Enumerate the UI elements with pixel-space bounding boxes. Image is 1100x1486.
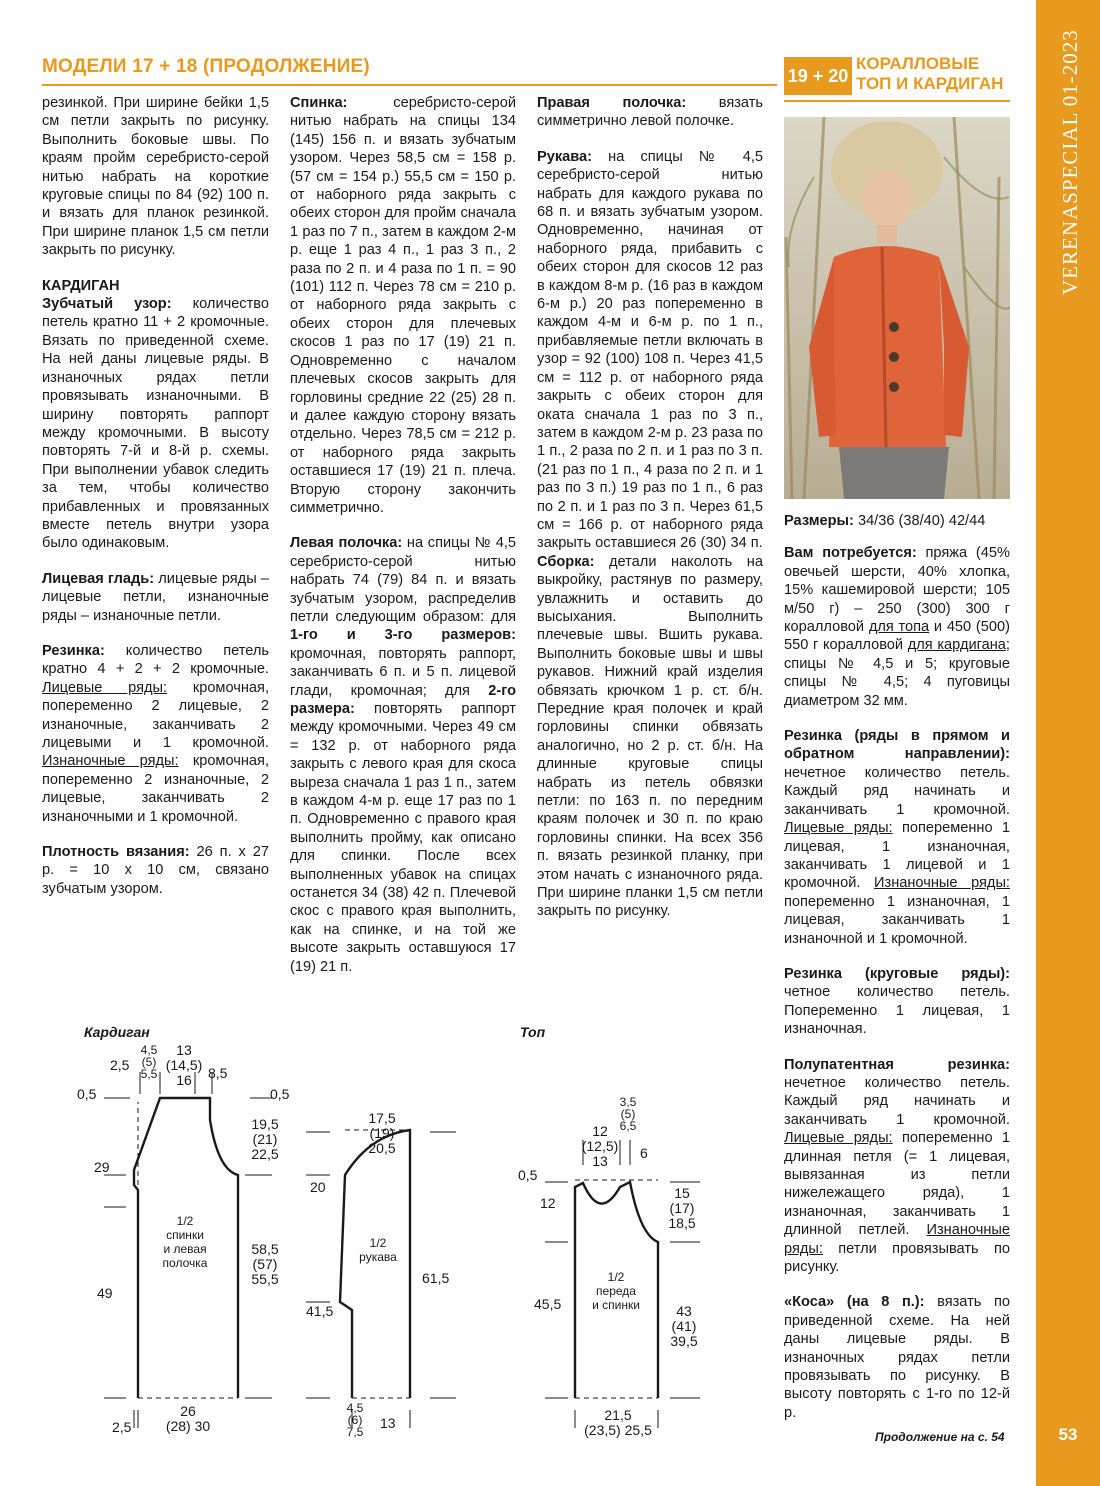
continued-note: Продолжение на с. 54 — [875, 1430, 1005, 1444]
paragraph-sleeves: Рукава: на спицы № 4,5 серебристо-серой нитью набрать для каждого рукава по 68 п. и вязать зубчатым узором. Одновременно, начиная от наборного ряда, прибавить с обеих сторон для скосов 12 раз в каждом 8-м р. (16 раз в каждом 6-м р.) 20 раз попеременно в каждом 4-м и 6-м р. по 1 п., прибавляемые петли включать в узор = 92 (100) 108 п. Через 41,5 см = 112 р. от наборного ряда закрыть с обеих сторон для оката сначала 1 раз по 3 п., затем в каждом 2-м р. 23 раза по 1 п., 2 раза по 2 п. и 1 раз по 3 п. (21 раз по 1 п., 4 раза по 2 п. и 1 раз по 3 п.) 19 раз по 1 п., 6 раз по 2 п. и 1 раз по 3 п. Через 61,5 см = 166 р. от наборного ряда закрыть оставшиеся 26 (30) 34 п. — [537, 148, 763, 552]
dim-label: 0,5 — [518, 1167, 538, 1183]
paragraph: резинкой. При ширине бейки 1,5 см петли закрыть по рисунку. Выполнить боковые швы. По краям пройм серебристо-серой нитью набрать на короткие круговые спицы по 84 (92) 100 п. и вязать для планок резинкой. При ширине планок 1,5 см петли закрыть по рисунку. — [42, 95, 269, 259]
dim-label: 29 — [94, 1159, 110, 1175]
dim-label: 15 (17) 18,5 — [668, 1185, 696, 1231]
dim-label: 13 — [380, 1415, 396, 1431]
text-column-1 — [42, 94, 269, 915]
model-title-line2: ТОП И КАРДИГАН — [856, 74, 1004, 93]
paragraph-cable: «Коса» (на 8 п.): вязать по приведенной схеме. На ней даны лицевые ряды. В изнаночных рядах петли провязывать по рисунку. В высоту повторять с 1-го по 12-й р. — [784, 1294, 1010, 1421]
dim-label: 2,5 — [110, 1057, 130, 1073]
dim-label: 19,5 (21) 22,5 — [251, 1116, 279, 1162]
dim-label: 12 (12,5) 13 — [581, 1123, 619, 1169]
model-photo-illustration — [784, 117, 1010, 499]
dim-label: 2,5 — [112, 1419, 132, 1435]
dim-label: 12 — [540, 1195, 556, 1211]
pattern-diagrams — [0, 1010, 1036, 1450]
pattern-label: Зубчатый узор: — [42, 296, 172, 313]
dim-label: 20 — [310, 1179, 326, 1195]
piece-label: 1/2 спинки и левая полочка — [162, 1214, 208, 1270]
paragraph-rib-round: Резинка (круговые ряды): четное количество петель. Попеременно 1 лицевая, 1 изнаночная. — [784, 965, 1010, 1038]
header-rule-right — [784, 100, 1010, 102]
dim-label: 45,5 — [534, 1296, 562, 1312]
model-title — [856, 54, 1026, 94]
diagram-title-cardigan: Кардиган — [84, 1024, 150, 1040]
dim-label: 41,5 — [306, 1303, 334, 1319]
section-heading: КАРДИГАН — [42, 277, 120, 294]
paragraph-half-fisherman: Полупатентная резинка: нечетное количество петель. Каждый ряд начинать и заканчивать 1 кромочной. Лицевые ряды: попеременно 1 длинная петля (= 1 лицевая, вывязанная из петли нижележащего ряда), 1 изнаночная, заканчивать 1 длинной петлей. Изнаночные ряды: петли провязывать по рисунку. — [784, 1056, 1011, 1276]
dim-label: 6 — [640, 1145, 648, 1161]
dim-label: 4,5 (6) 7,5 — [346, 1401, 364, 1439]
paragraph-back: Спинка: серебристо-серой нитью набрать на спицы 134 (145) 156 п. и вязать зубчатым узором. Через 58,5 см = 158 р. (57 см = 154 р.) 55,5 см = 150 р. от наборного ряда закрыть с обеих сторон для пройм сначала 1 раз по 7 п., затем в каждом 2-м р. еще 1 раз 4 п., 1 раз 3 п., 2 раза по 2 п. и 4 раза по 1 п. = 90 (101) 112 п. Через 78 см = 210 р. от наборного ряда закрыть с обеих сторон для плечевых скосов 1 раз по 17 (19) 21 п. Одновременно с началом плечевых скосов закрыть для горловины средние 22 (25) 28 п. и далее каждую сторону вязать отдельно. Через 78,5 см = 212 р. от наборного ряда закрыть оставшиеся 17 (19) 21 п. плеча. Вторую сторону закончить симметрично. — [290, 95, 516, 516]
paragraph-left-front: Левая полочка: на спицы № 4,5 серебристо-серой нитью набрать 74 (79) 84 п. и вязать зубчатым узором, распределив петли следующим образом: для 1-го и 3-го размеров: кромочная, повторять раппорт, заканчивать 6 п. и 5 п. лицевой глади, кромочная; для 2-го размера: повторять раппорт между кромочными. Через 49 см = 132 р. от наборного ряда закрыть с левого края для скоса выреза сначала 1 раз 1 п., затем в каждом 4-м р. еще 17 раз по 1 п. Одновременно с правого края выполнить пройму, как описано для спинки. После всех выполненных убавок на спицах останется 34 (38) 42 п. Плечевой скос с правого края выполнить, как на спинке, и на той же высоте закрыть оставшуюся 17 (19) 21 п. — [290, 535, 516, 975]
model-number-badge: 19 + 20 — [784, 57, 852, 95]
dim-label: 0,5 — [270, 1086, 290, 1102]
piece-label: 1/2 переда и спинки — [592, 1270, 640, 1312]
dim-label: 3,5 (5) 6,5 — [619, 1095, 637, 1133]
dim-label: 8,5 — [208, 1065, 228, 1081]
paragraph-stockinette: Лицевая гладь: лицевые ряды – лицевые петли, изнаночные ряды – изнаночные петли. — [42, 570, 269, 624]
text-column-2 — [290, 94, 516, 993]
paragraph-sizes: Размеры: 34/36 (38/40) 42/44 — [784, 513, 986, 529]
dim-label: 43 (41) 39,5 — [670, 1303, 698, 1349]
page-number: 53 — [1058, 1425, 1078, 1444]
dim-label: 21,5 (23,5) 25,5 — [584, 1407, 652, 1438]
dim-label: 13 (14,5) 16 — [165, 1042, 203, 1088]
dim-label: 4,5 (5) 5,5 — [140, 1043, 158, 1081]
dim-label: 61,5 — [422, 1270, 450, 1286]
paragraph-assembly: Сборка: детали наколоть на выкройку, растянув по размеру, увлажнить и оставить до высыхания. Выполнить плечевые швы. Вшить рукава. Выполнить боковые швы и швы рукавов. Нижний край изделия обвязать крючком 1 р. ст. б/н. Передние края полочек и край горловины спинки обвязать аналогично, но 2 р. ст. б/н. На длинные круговые спицы набрать из петель обвязки петли: по 163 п. по передним краям полочек и 30 п. по краю горловины спинки. На всех 356 п. вязать резинкой планку, при этом начать с изнаночного ряда. При ширине планки 1,5 см петли закрыть по рисунку. — [537, 553, 763, 920]
diagram-title-top: Топ — [520, 1024, 546, 1040]
dim-label: 58,5 (57) 55,5 — [251, 1241, 279, 1287]
dim-label: 26 (28) 30 — [165, 1403, 211, 1434]
magazine-brand: VERENASPECIAL 01-2023 — [1058, 29, 1082, 295]
dim-label: 17,5 (19) 20,5 — [368, 1110, 396, 1156]
model-title-line1: КОРАЛЛОВЫЕ — [856, 54, 980, 73]
paragraph-materials: Вам потребуется: пряжа (45% овечьей шерсти, 40% хлопка, 15% кашемировой шерсти; 105 м/50 г) – 250 (300) 300 г коралловой для топа и 450 (500) 550 г коралловой для кардигана; спицы № 4,5 и 5; круговые спицы № 4,5; 4 пуговицы диаметром 32 мм. — [784, 545, 1010, 709]
paragraph-gauge: Плотность вязания: 26 п. х 27 р. = 10 х 10 см, связано зубчатым узором. — [42, 844, 269, 897]
model-photo — [784, 117, 1010, 499]
header-rule — [42, 84, 777, 86]
sleeve-outline — [340, 1130, 410, 1398]
paragraph-rib: Резинка: количество петель кратно 4 + 2 + 2 кромочные. Лицевые ряды: кромочная, попеременно 2 лицевые, 2 изнаночные, заканчивать 2 лицевыми и 1 кромочной. Изнаночные ряды: кромочная, попеременно 2 изнаночные, 2 лицевые, заканчивать 2 изнаночными и 1 кромочной. — [42, 642, 269, 825]
piece-label: 1/2 рукава — [359, 1236, 397, 1264]
paragraph-cardigan: КАРДИГАН Зубчатый узор: количество петель кратно 11 + 2 кромочные. Вязать по приведенной схеме. На ней даны лицевые ряды. В изнаночных рядах петли провязывать изнаночными. В ширину повторять раппорт между кромочными. В высоту повторять 7-й и 8-й р. схемы. При выполнении убавок следить за тем, чтобы количество прибавленных и провязанных вместе петель внутри узора было одинаковым. — [42, 277, 269, 552]
dim-label: 0,5 — [77, 1086, 97, 1102]
paragraph-right-front: Правая полочка: вязать симметрично левой полочке. — [537, 95, 763, 130]
paragraph-rib-flat: Резинка (ряды в прямом и обратном направлении): нечетное количество петель. Каждый ряд начинать и заканчивать 1 кромочной. Лицевые ряды: попеременно 1 лицевая, 1 изнаночная, заканчивать 1 лицевой и 1 кромочной. Изнаночные ряды: попеременно 1 изнаночная, 1 лицевая, заканчивать 1 изнаночной и 1 кромочной. — [784, 728, 1011, 947]
dim-label: 49 — [97, 1285, 113, 1301]
section-title: МОДЕЛИ 17 + 18 (ПРОДОЛЖЕНИЕ) — [42, 56, 370, 77]
text-column-3 — [537, 94, 763, 938]
